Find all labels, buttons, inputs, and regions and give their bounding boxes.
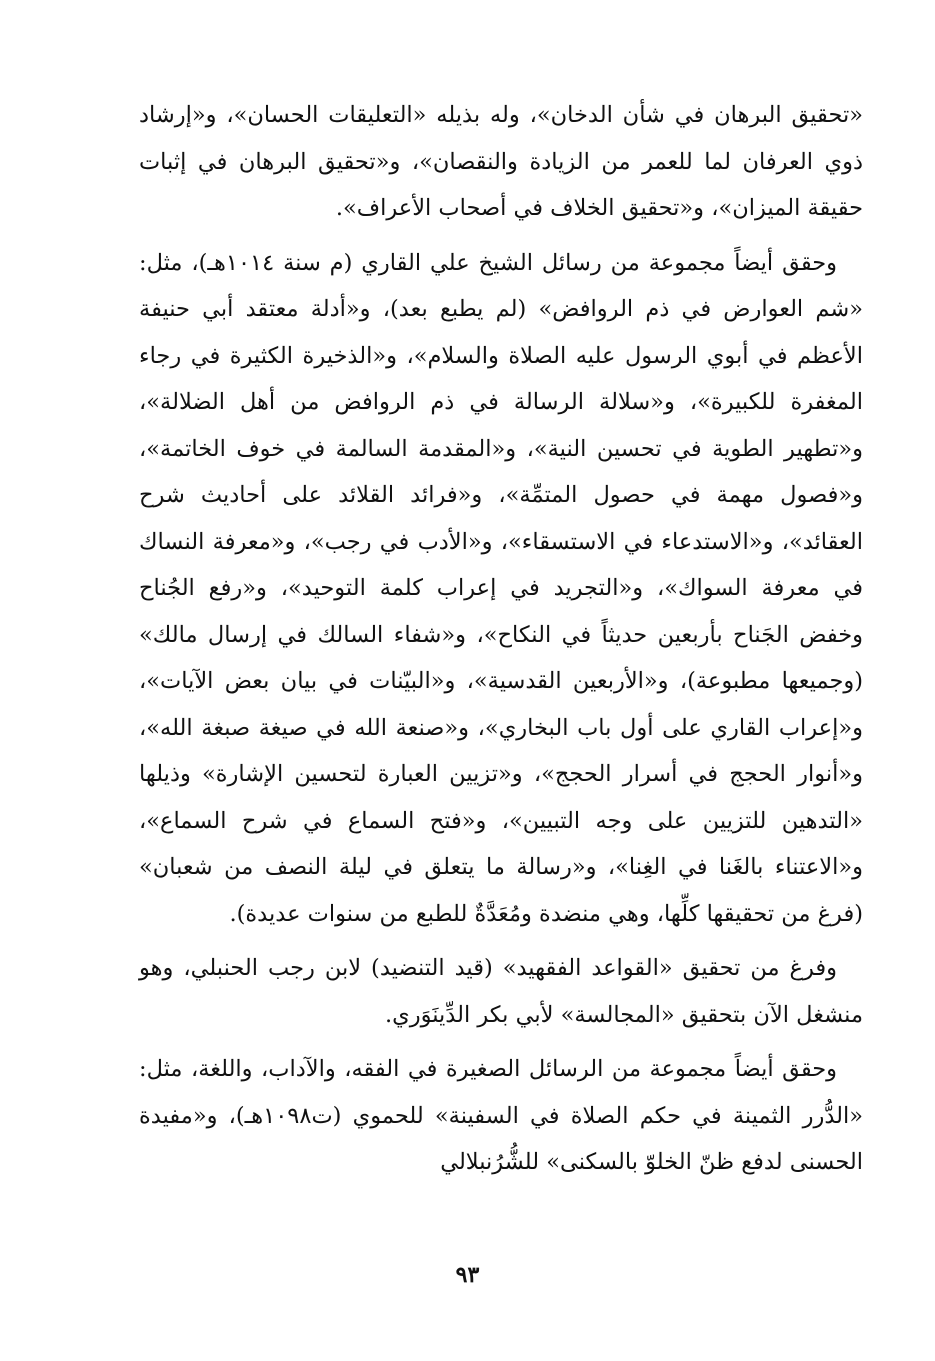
paragraph-3: وفرغ من تحقيق «القواعد الفقهيد» (قيد التنضيد) لابن رجب الحنبلي، وهو منشغل الآن بتحقيق «المجالسة» لأبي بكر الدِّينَوَري. bbox=[139, 955, 863, 1028]
body-text bbox=[139, 92, 863, 1186]
page-number: ٩٣ bbox=[455, 1262, 480, 1288]
paragraph-4: وحقق أيضاً مجموعة من الرسائل الصغيرة في الفقه، والآداب، واللغة، مثل: «الدُّرر الثمينة في حكم الصلاة في السفينة» للحموي (ت١٠٩٨هـ)، و«مفيدة الحسنى لدفع ظنّ الخلوّ بالسكنى» للشُّرُنبلالي bbox=[139, 1056, 863, 1175]
paragraph-1: «تحقيق البرهان في شأن الدخان»، وله بذيله «التعليقات الحسان»، و«إرشاد ذوي العرفان لما للعمر من الزيادة والنقصان»، و«تحقيق البرهان في إثبات حقيقة الميزان»، و«تحقيق الخلاف في أصحاب الأعراف». bbox=[139, 102, 863, 221]
paragraph-2: وحقق أيضاً مجموعة من رسائل الشيخ علي القاري (م سنة ١٠١٤هـ)، مثل: «شم العوارض في ذم الروافض» (لم يطبع بعد)، و«أدلة معتقد أبي حنيفة الأعظم في أبوي الرسول عليه الصلاة والسلام»، و«الذخيرة الكثيرة في رجاء المغفرة للكبيرة»، و«سلالة الرسالة في ذم الروافض من أهل الضلالة»، و«تطهير الطوية في تحسين النية»، و«المقدمة السالمة في خوف الخاتمة»، و«فصول مهمة في حصول المتمِّة»، و«فرائد القلائد على أحاديث شرح العقائد»، و«الاستدعاء في الاستسقاء»، و«الأدب في رجب»، و«معرفة النساك في معرفة السواك»، و«التجريد في إعراب كلمة التوحيد»، و«رفع الجُناح وخفض الجَناح بأربعين حديثاً في النكاح»، و«شفاء السالك في إرسال مالك» (وجميعها مطبوعة)، و«الأربعين القدسية»، و«البيّنات في بيان بعض الآيات»، و«إعراب القاري على أول باب البخاري»، و«صنعة الله في صيغة صبغة الله»، و«أنوار الحجج في أسرار الحجج»، و«تزيين العبارة لتحسين الإشارة» وذيلها «التدهين للتزيين على وجه التبيين»، و«فتح السماع في شرح السماع»، و«الاعتناء بالغَنا في الغِنا»، و«رسالة ما يتعلق في ليلة النصف من شعبان» (فرغ من تحقيقها كلِّها، وهي منضدة ومُعَدَّةٌ للطبع من سنوات عديدة). bbox=[139, 249, 863, 927]
